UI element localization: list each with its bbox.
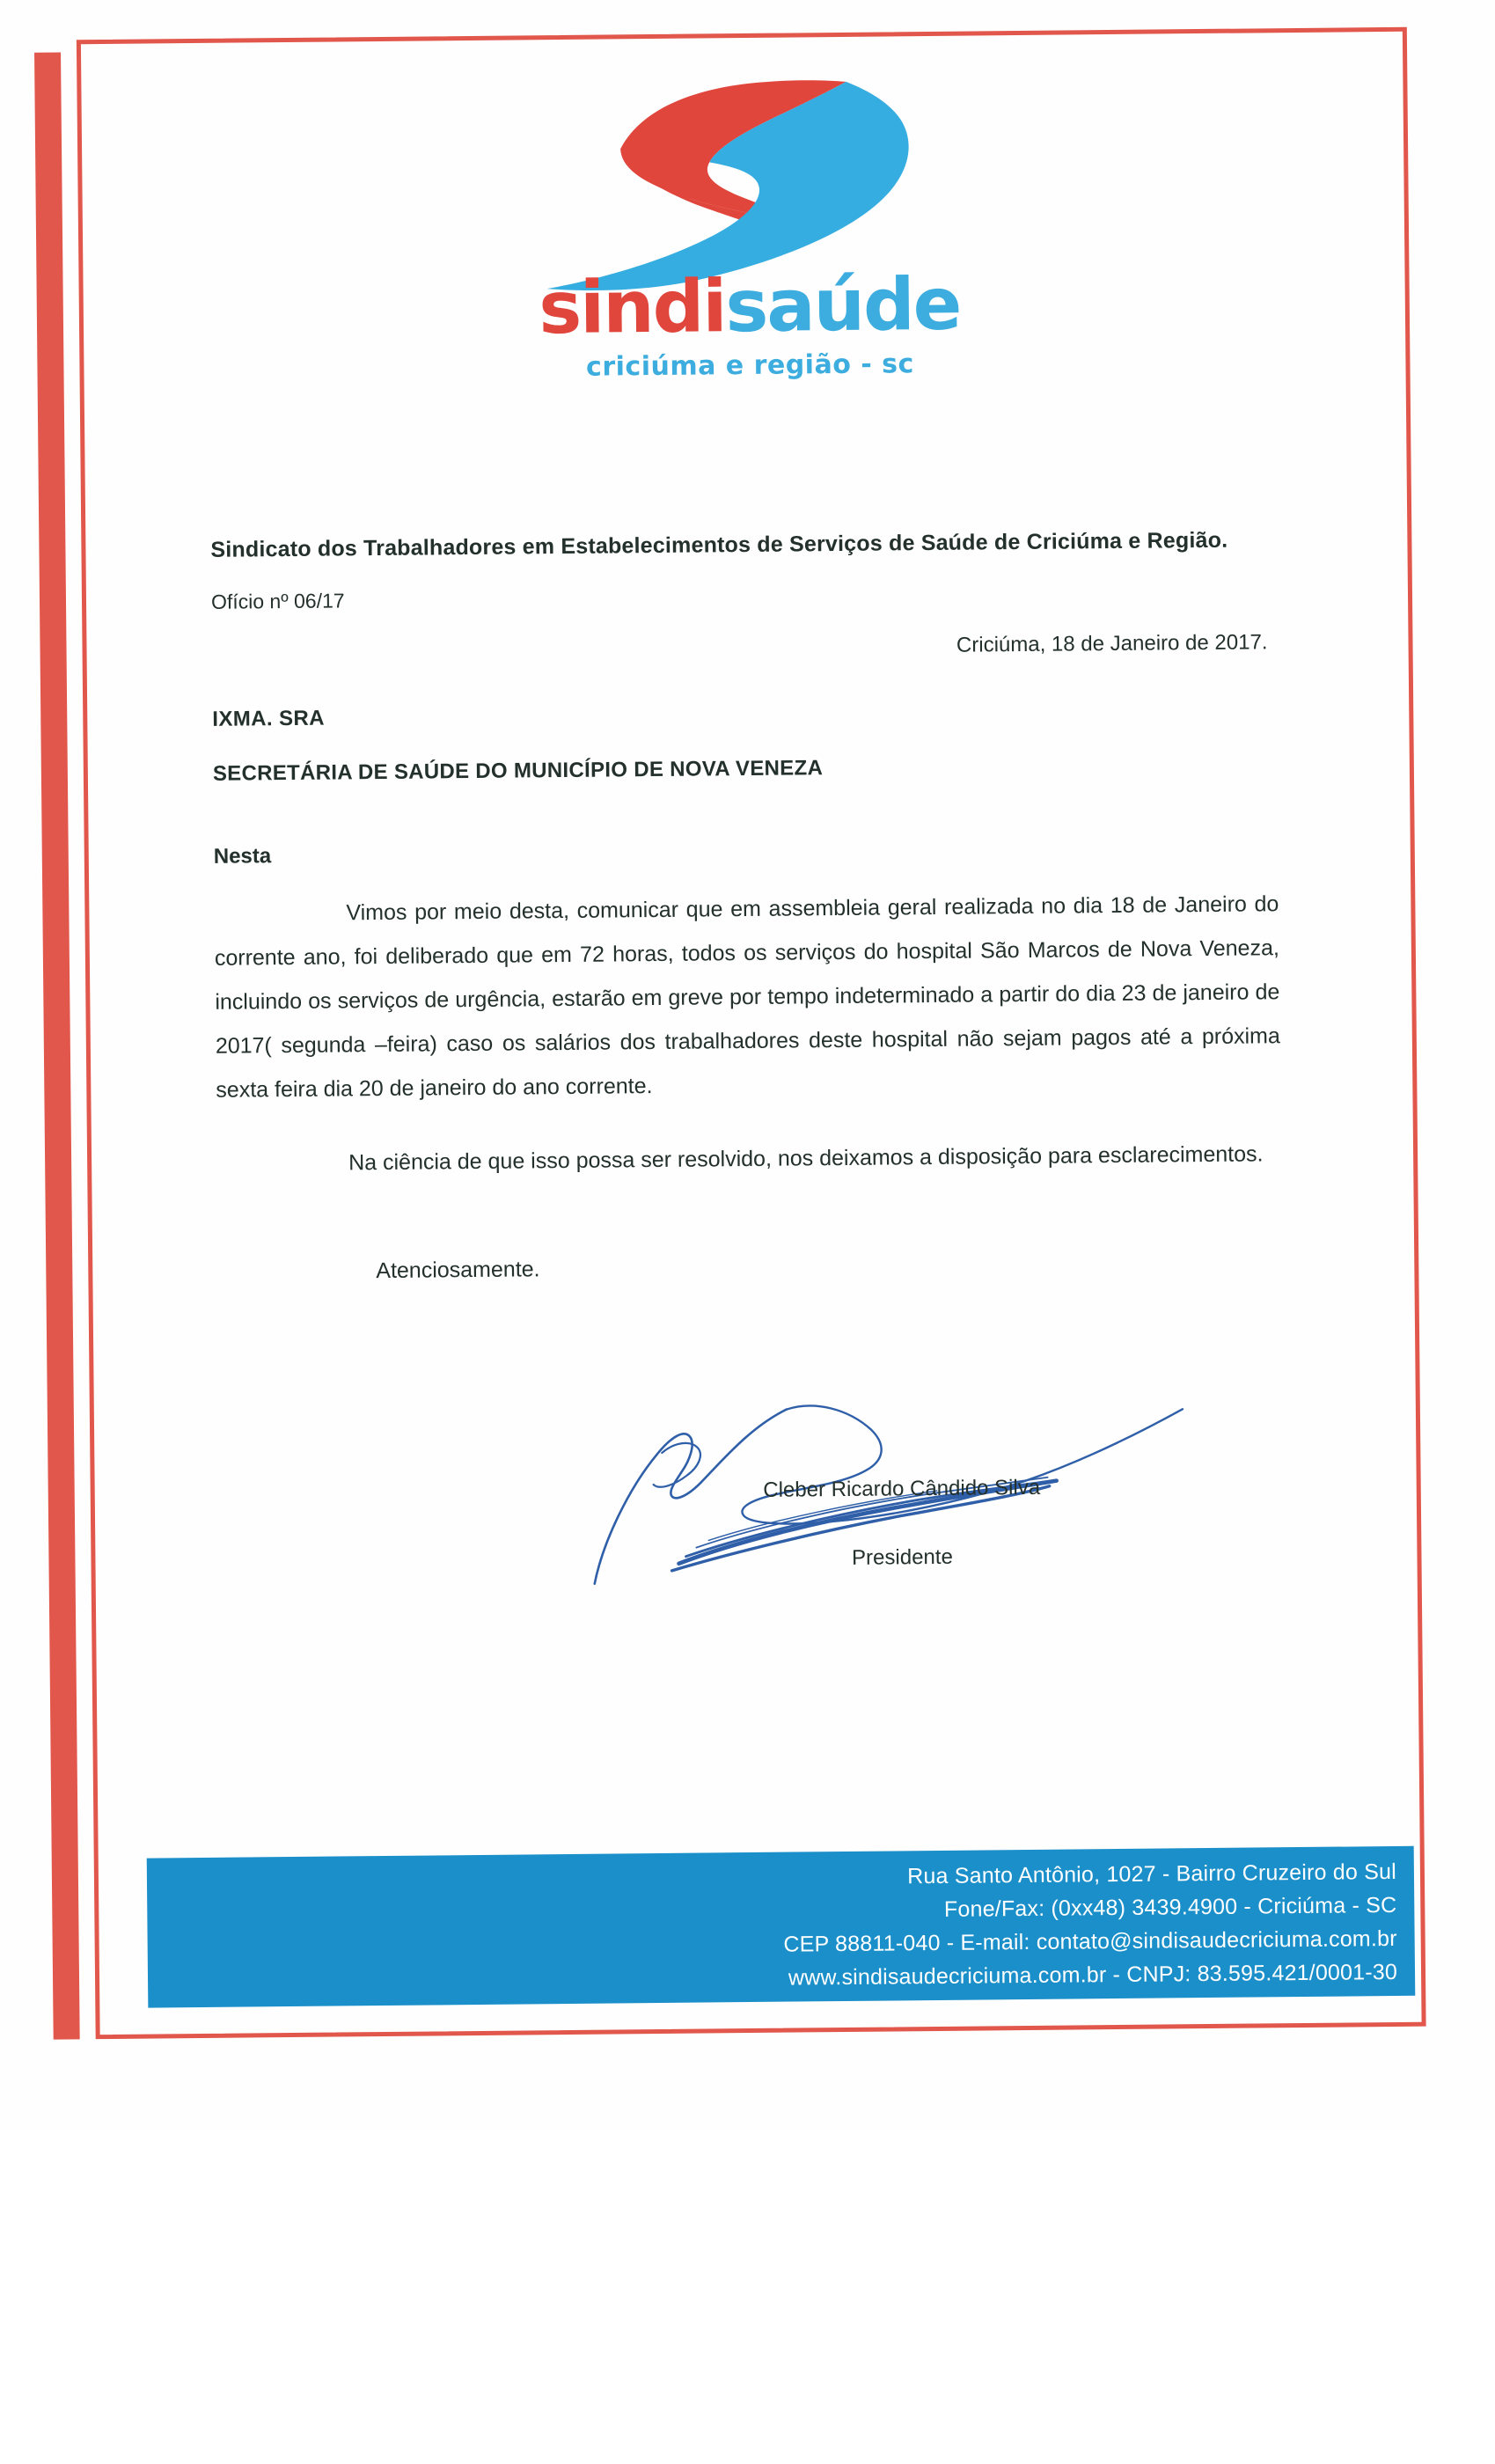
- city-date: Criciúma, 18 de Janeiro de 2017.: [956, 630, 1268, 657]
- footer-phone: Fone/Fax: (0xx48) 3439.4900 - Criciúma - SC: [943, 1892, 1397, 1922]
- sindisaude-logo: [448, 68, 1050, 417]
- nesta-label: Nesta: [213, 843, 272, 869]
- signature-block: [567, 1386, 1238, 1630]
- logo-word-sindi: sindi: [538, 265, 726, 351]
- addressee-office: SECRETÁRIA DE SAÚDE DO MUNICÍPIO DE NOVA VENEZA: [212, 755, 824, 786]
- footer-website-cnpj: www.sindisaudecriciuma.com.br - CNPJ: 83.595.421/0001-30: [788, 1959, 1398, 1991]
- left-red-bar: [34, 52, 80, 2039]
- letter-body: [210, 523, 1282, 1285]
- addressee-title: IXMA. SRA: [212, 706, 326, 731]
- signatory-role: Presidente: [851, 1544, 953, 1570]
- paragraph-2: Na ciência de que isso possa ser resolvido, nos deixamos a disposição para esclarecimentos.: [348, 1141, 1264, 1176]
- logo-word-saude: saúde: [724, 262, 961, 349]
- oficio-number: Ofício nº 06/17: [210, 589, 345, 613]
- logo-tagline: criciúma e região - sc: [585, 348, 915, 383]
- signatory-name: Cleber Ricardo Cândido Silva: [763, 1475, 1041, 1502]
- closing-salutation: Atenciosamente.: [376, 1257, 540, 1283]
- paragraph-1: Vimos por meio desta, comunicar que em assembleia geral realizada no dia 18 de Janeiro do corrente ano, foi deliberado que em 72 horas, todos os serviços do hospital São Marcos de Nova Veneza, incluindo os serviços de urgência, estarão em greve por tempo indeterminado a partir do dia 23 de janeiro de 2017( segunda –feira) caso os salários dos trabalhadores deste hospital não sejam pagos até a próxima sexta feira dia 20 de janeiro do ano corrente.: [214, 891, 1280, 1103]
- logo-wordmark: [450, 262, 1049, 351]
- swoosh-logo-icon: [536, 69, 925, 292]
- footer-contact-bar: [147, 1846, 1416, 2008]
- footer-address: Rua Santo Antônio, 1027 - Bairro Cruzeiro do Sul: [907, 1859, 1397, 1889]
- page-margin-bottom: [0, 2130, 1495, 2464]
- footer-email: CEP 88811-040 - E-mail: contato@sindisaudecriciuma.com.br: [783, 1925, 1397, 1957]
- organization-title: Sindicato dos Trabalhadores em Estabelecimentos de Serviços de Saúde de Criciúma e Região.: [210, 527, 1228, 562]
